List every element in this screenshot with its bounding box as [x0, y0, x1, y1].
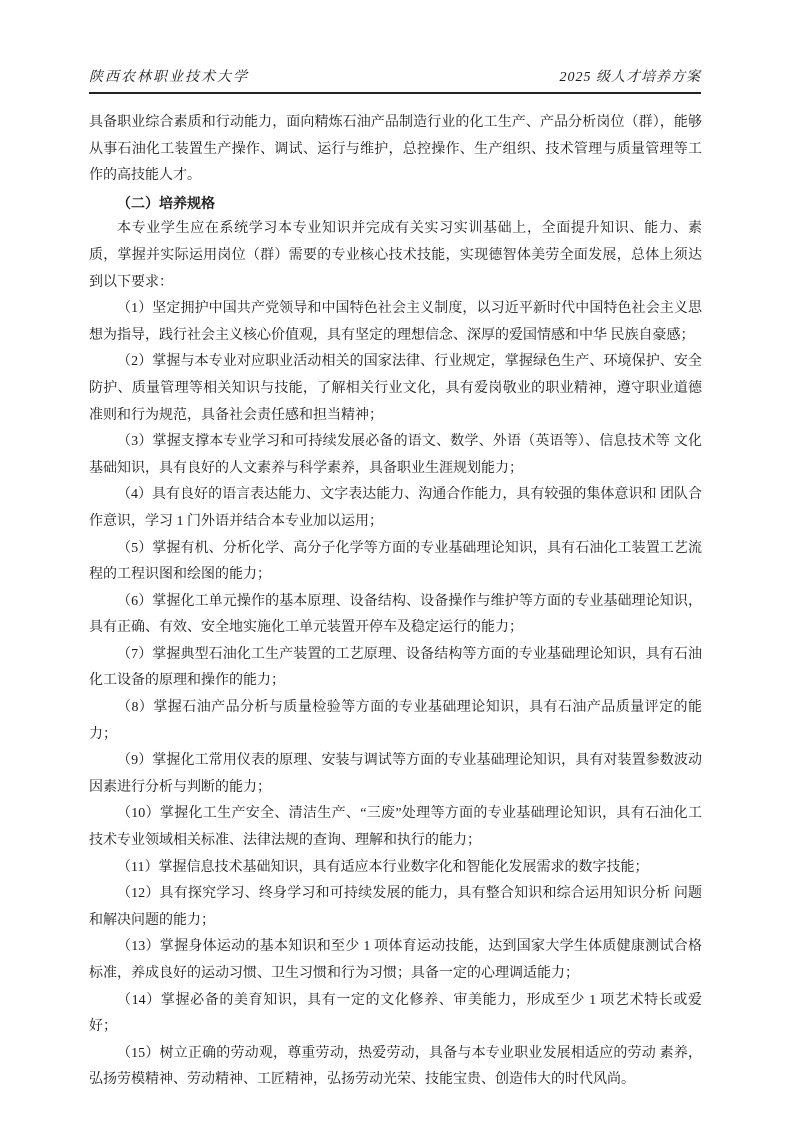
body-paragraph: （11）掌握信息技术基础知识，具有适应本行业数字化和智能化发展需求的数字技能； — [117, 859, 649, 875]
header-school-name: 陕西农林职业技术大学 — [89, 70, 249, 85]
body-paragraph: （5）掌握有机、分析化学、高分子化学等方面的专业基础理论知识，具有石油化工装置工艺流程的工程识图和绘图的能力； — [89, 540, 702, 583]
body-paragraph: （4）具有良好的语言表达能力、文字表达能力、沟通合作能力，具有较强的集体意识和 团队合作意识，学习 1 门外语并结合本专业加以运用； — [89, 487, 702, 529]
body-paragraph: （1）坚定拥护中国共产党领导和中国特色社会主义制度，以习近平新时代中国特色社会主义思想为指导，践行社会主义核心价值观，具有坚定的理想信念、深厚的爱国情感和中华 民族自豪感； — [89, 301, 702, 343]
body-paragraph: （15）树立正确的劳动观，尊重劳动，热爱劳动，具备与本专业职业发展相适应的劳动 素养，弘扬劳模精神、劳动精神、工匠精神，弘扬劳动光荣、技能宝贵、创造伟大的时代风尚。 — [89, 1045, 702, 1088]
body-paragraph: （14）掌握必备的美育知识，具有一定的文化修养、审美能力，形成至少 1 项艺术特长或爱好； — [89, 992, 702, 1035]
body-paragraph: （7）掌握典型石油化工生产装置的工艺原理、设备结构等方面的专业基础理论知识，具有石油化工设备的原理和操作的能力； — [89, 646, 702, 689]
document-body — [89, 110, 702, 1094]
body-paragraph: 具备职业综合素质和行动能力，面向精炼石油产品制造行业的化工生产、产品分析岗位（群），能够从事石油化工装置生产操作、调试、运行与维护，总控操作、生产组织、技术管理与质量管理等工作的高技能人才。 — [89, 115, 702, 184]
body-paragraph: （2）掌握与本专业对应职业活动相关的国家法律、行业规定，掌握绿色生产、环境保护、安全防护、质量管理等相关知识与技能，了解相关行业文化，具有爱岗敬业的职业精神，遵守职业道德准则和行为规范，具备社会责任感和担当精神； — [89, 354, 702, 423]
body-paragraph: （12）具有探究学习、终身学习和可持续发展的能力，具有整合知识和综合运用知识分析 问题和解决问题的能力； — [89, 886, 702, 928]
body-paragraph: （9）掌握化工常用仪表的原理、安装与调试等方面的专业基础理论知识，具有对装置参数波动因素进行分析与判断的能力； — [89, 753, 702, 795]
body-paragraph: （8）掌握石油产品分析与质量检验等方面的专业基础理论知识，具有石油产品质量评定的能力； — [89, 700, 702, 742]
header-plan-label: 2025 级人才培养方案 — [559, 70, 701, 85]
body-paragraph: （13）掌握身体运动的基本知识和至少 1 项体育运动技能，达到国家大学生体质健康测试合格标准，养成良好的运动习惯、卫生习惯和行为习惯；具备一定的心理调适能力； — [89, 939, 702, 981]
body-paragraph: （3）掌握支撑本专业学习和可持续发展必备的语文、数学、外语（英语等）、信息技术等 文化基础知识，具有良好的人文素养与科学素养，具备职业生涯规划能力； — [89, 434, 702, 476]
body-paragraph: 本专业学生应在系统学习本专业知识并完成有关实习实训基础上，全面提升知识、能力、素质，掌握并实际运用岗位（群）需要的专业核心技术技能，实现德智体美劳全面发展，总体上须达到以下要求： — [89, 221, 702, 290]
body-paragraph: （10）掌握化工生产安全、清洁生产、“三废”处理等方面的专业基础理论知识，具有石油化工技术专业领域相关标准、法律法规的查询、理解和执行的能力； — [89, 806, 702, 849]
page-header — [89, 70, 701, 94]
body-paragraph: （6）掌握化工单元操作的基本原理、设备结构、设备操作与维护等方面的专业基础理论知识，具有正确、有效、安全地实施化工单元装置开停车及稳定运行的能力； — [89, 593, 702, 636]
section-heading: （二）培养规格 — [117, 194, 215, 211]
